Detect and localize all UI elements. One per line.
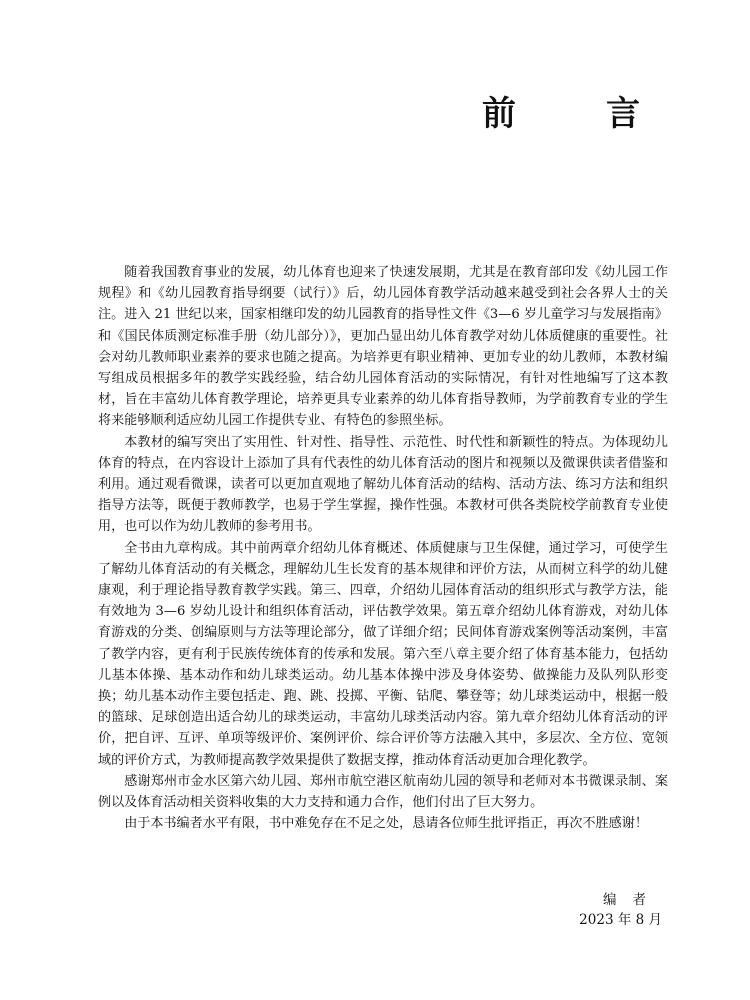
paragraph: 随着我国教育事业的发展，幼儿体育也迎来了快速发展期，尤其是在教育部印发《幼儿园工作规程》和《幼儿园教育指导纲要（试行）》后，幼儿园体育教学活动越来越受到社会各界人士的关注。进入 21 世纪以来，国家相继印发的幼儿园教育的指导性文件《3—6 岁儿童学习与发展指南》和《国民体质测定标准手册（幼儿部分）》，更加凸显出幼儿体育教学对幼儿体质健康的重要性。社会对幼儿教师职业素养的要求也随之提高。为培养更有职业精神、更加专业的幼儿教师，本教材编写组成员根据多年的教学实践经验，结合幼儿园体育活动的实际情况，有针对性地编写了这本教材，旨在丰富幼儿体育教学理论，培养更具专业素养的幼儿体育指导教师，为学前教育专业的学生将来能够顺利适应幼儿园工作提供专业、有特色的参照坐标。 — [98, 265, 668, 429]
paragraph: 感谢郑州市金水区第六幼儿园、郑州市航空港区航南幼儿园的领导和老师对本书微课录制、案例以及体育活动相关资料收集的大力支持和通力合作，他们付出了巨大努力。 — [98, 773, 668, 811]
date: 2023 年 8 月 — [579, 912, 662, 928]
paragraph: 全书由九章构成。其中前两章介绍幼儿体育概述、体质健康与卫生保健，通过学习，可使学生了解幼儿体育活动的有关概念，理解幼儿生长发育的基本规律和评价方法，从而树立科学的幼儿健康观，利于理论指导教育教学实践。第三、四章，介绍幼儿园体育活动的组织形式与教学方法，能有效地为 3—6 岁幼儿设计和组织体育活动，评估教学效果。第五章介绍幼儿体育游戏，对幼儿体育游戏的分类、创编原则与方法等理论部分，做了详细介绍；民间体育游戏案例等活动案例，丰富了教学内容，更有利于民族传统体育的传承和发展。第六至八章主要介绍了体育基本能力，包括幼儿基本体操、基本动作和幼儿球类运动。幼儿基本体操中涉及身体姿势、做操能力及队列队形变换；幼儿基本动作主要包括走、跑、跳、投掷、平衡、钻爬、攀登等；幼儿球类运动中，根据一般的篮球、足球创造出适合幼儿的球类运动，丰富幼儿球类活动内容。第九章介绍幼儿体育活动的评价，把自评、互评、单项等级评价、案例评价、综合评价等方法融入其中，多层次、全方位、宽领域的评价方式，为教师提高教学效果提供了数据支撑，推动体育活动更加合理化教学。 — [98, 540, 668, 768]
preface-body — [98, 262, 668, 834]
paragraph: 本教材的编写突出了实用性、针对性、指导性、示范性、时代性和新颖性的特点。为体现幼儿体育的特点，在内容设计上添加了具有代表性的幼儿体育活动的图片和视频以及微课供读者借鉴和利用。通过观看微课，读者可以更加直观地了解幼儿体育活动的结构、活动方法、练习方法和组织指导方法等，既便于教师教学，也易于学生掌握，操作性强。本教材可供各类院校学前教育专业使用，也可以作为幼儿教师的参考用书。 — [98, 434, 668, 535]
signature: 编者 — [603, 892, 662, 908]
page-title: 前 言 — [482, 94, 668, 134]
paragraph: 由于本书编者水平有限，书中难免存在不足之处，恳请各位师生批评指正，再次不胜感谢！ — [124, 816, 648, 832]
